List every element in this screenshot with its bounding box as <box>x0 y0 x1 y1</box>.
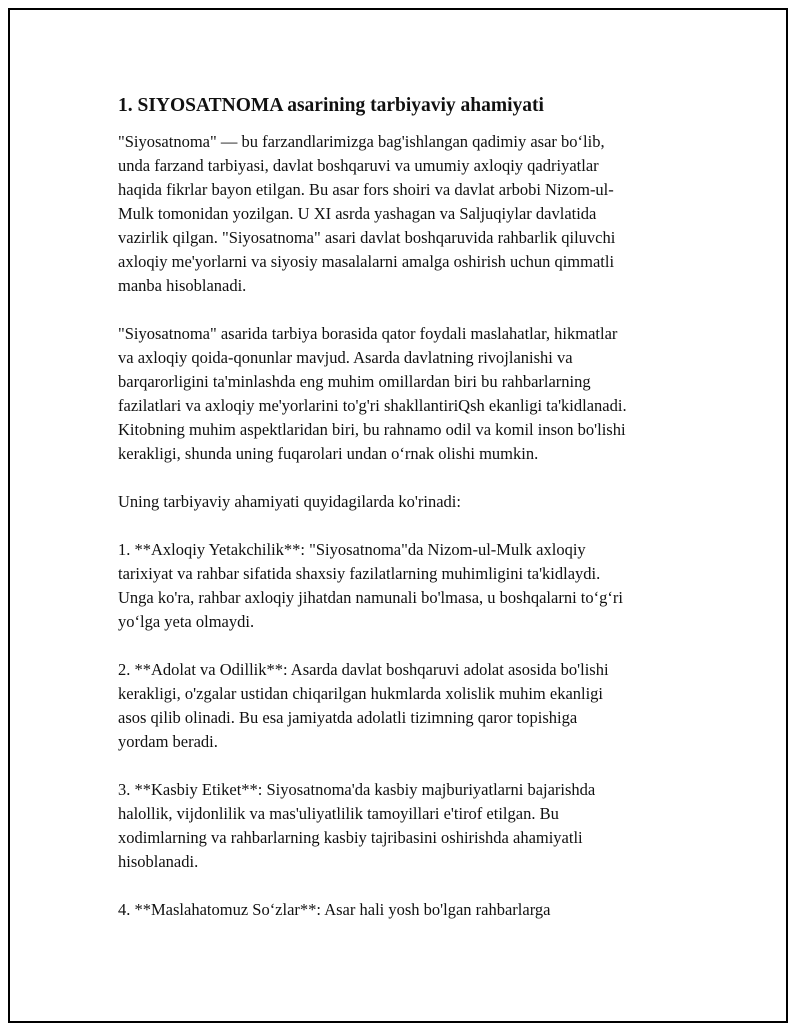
text-line: kerakligi, shunda uning fuqarolari undan o‘rnak olishi mumkin. <box>118 444 539 463</box>
text-line: kerakligi, o'zgalar ustidan chiqarilgan hukmlarda xolislik muhim ekanligi <box>118 684 604 703</box>
text-line: 2. **Adolat va Odillik**: Asarda davlat boshqaruvi adolat asosida bo'lishi <box>118 660 609 679</box>
document-body <box>118 92 698 946</box>
text-line: yo‘lga yeta olmaydi. <box>118 612 255 631</box>
text-line: halollik, vijdonlilik va mas'uliyatlilik tamoyillari e'tirof etilgan. Bu <box>118 804 559 823</box>
text-line: fazilatlari va axloqiy me'yorlarini to'g'ri shakllantiriQsh ekanligi ta'kidlanadi. <box>118 396 627 415</box>
paragraph <box>118 898 698 922</box>
text-line: barqarorligini ta'minlashda eng muhim omillardan biri bu rahbarlarning <box>118 372 591 391</box>
text-line: 1. **Axloqiy Yetakchilik**: "Siyosatnoma"da Nizom-ul-Mulk axloqiy <box>118 540 586 559</box>
text-line: tarixiyat va rahbar sifatida shaxsiy fazilatlarning muhimligini ta'kidlaydi. <box>118 564 601 583</box>
text-line: haqida fikrlar bayon etilgan. Bu asar fors shoiri va davlat arbobi Nizom-ul- <box>118 180 614 199</box>
text-line: manba hisoblanadi. <box>118 276 247 295</box>
text-line: yordam beradi. <box>118 732 218 751</box>
paragraph <box>118 130 698 298</box>
text-line: "Siyosatnoma" — bu farzandlarimizga bag'ishlangan qadimiy asar bo‘lib, <box>118 132 605 151</box>
text-line: asos qilib olinadi. Bu esa jamiyatda adolatli tizimning qaror topishiga <box>118 708 578 727</box>
text-line: hisoblanadi. <box>118 852 199 871</box>
text-line: 4. **Maslahatomuz So‘zlar**: Asar hali yosh bo'lgan rahbarlarga <box>118 900 551 919</box>
text-line: axloqiy me'yorlarni va siyosiy masalalarni amalga oshirish uchun qimmatli <box>118 252 615 271</box>
text-line: Kitobning muhim aspektlaridan biri, bu rahnamo odil va komil inson bo'lishi <box>118 420 626 439</box>
text-line: va axloqiy qoida-qonunlar mavjud. Asarda davlatning rivojlanishi va <box>118 348 573 367</box>
paragraph-list <box>118 130 698 922</box>
paragraph <box>118 538 698 634</box>
text-line: Unga ko'ra, rahbar axloqiy jihatdan namunali bo'lmasa, u boshqalarni to‘g‘ri <box>118 588 623 607</box>
paragraph <box>118 490 698 514</box>
paragraph <box>118 658 698 754</box>
text-line: unda farzand tarbiyasi, davlat boshqaruvi va umumiy axloqiy qadriyatlar <box>118 156 599 175</box>
paragraph <box>118 778 698 874</box>
text-line: Mulk tomonidan yozilgan. U XI asrda yashagan va Saljuqiylar davlatida <box>118 204 597 223</box>
text-line: "Siyosatnoma" asarida tarbiya borasida qator foydali maslahatlar, hikmatlar <box>118 324 618 343</box>
text-line: Uning tarbiyaviy ahamiyati quyidagilarda ko'rinadi: <box>118 492 461 511</box>
text-line: 3. **Kasbiy Etiket**: Siyosatnoma'da kasbiy majburiyatlarni bajarishda <box>118 780 596 799</box>
paragraph <box>118 322 698 466</box>
text-line: vazirlik qilgan. "Siyosatnoma" asari davlat boshqaruvida rahbarlik qiluvchi <box>118 228 616 247</box>
text-line: xodimlarning va rahbarlarning kasbiy tajribasini oshirishda ahamiyatli <box>118 828 583 847</box>
document-title: 1. SIYOSATNOMA asarining tarbiyaviy ahamiyati <box>118 95 544 116</box>
